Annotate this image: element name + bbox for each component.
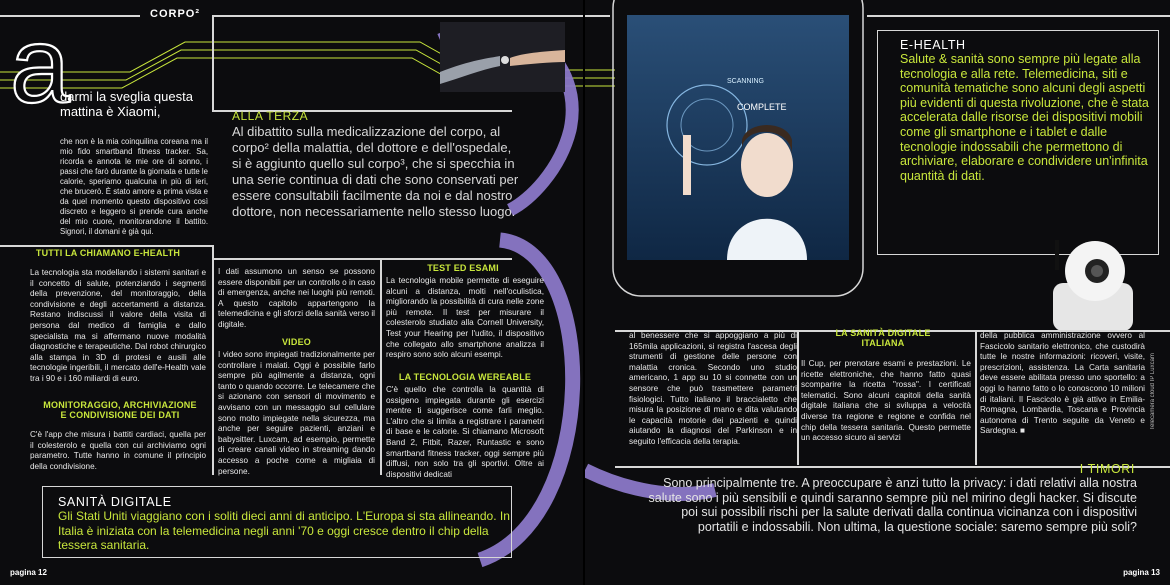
ehealth-title: E-HEALTH: [900, 38, 966, 52]
col2-paragraph-1: I dati assumono un senso se possono essere disponibili per un controllo o in caso di emergenza, anche nei luoghi più remoti. A questo capitolo appartengono la telemedicina e gli sforzi della sanità verso il digitale.: [218, 267, 376, 329]
heading-monitoraggio: MONITORAGGIO, ARCHIVIAZIONE E CONDIVISIONE DEI DATI: [43, 400, 197, 420]
woman-touchscreen-photo: [627, 15, 849, 260]
page-number-right: pagina 13: [1123, 568, 1160, 577]
right-page: [585, 0, 1170, 585]
heading-video: VIDEO: [281, 337, 311, 347]
timori-body: Sono principalmente tre. A preoccupare è anzi tutto la privacy: i dati relativi alla nostra salute sono i più sensibili e quindi saranno sempre più nel mirino degli hacker. Si discute poi sui possibili rischi per la salute derivati dalla continua vicinanza con i dispositivi portatili e indossabili. Non ultima, la questione sociale: saremo sempre più soli?: [648, 476, 1137, 534]
ehealth-content: [900, 38, 1150, 183]
col2-paragraph-2: I video sono impiegati tradizionalmente per controllare i malati. Oggi è possibile farlo sempre più agilmente a distanza, ogni tanto o quando occorre. Le telecamere che si azionano con sensori di movimento e avvisano con un messaggio sul cellulare sono molto impiegate nella sicurezza, ma anche per seguire pazienti, anziani e babysitter. Luxcam, ad esempio, permette di creare canali video in streaming dando accesso a poche come a migliaia di persone.: [218, 350, 375, 476]
callout-alla-terza: [232, 108, 522, 220]
page-number-left: pagina 12: [10, 568, 47, 577]
lead-text: darmi la sveglia questa mattina è Xiaomi,: [60, 89, 193, 119]
robot-hands-photo: [440, 22, 565, 92]
sanita-digitale-title: SANITÀ DIGITALE: [58, 495, 172, 509]
ehealth-body: Salute & sanità sono sempre più legate alla tecnologia e alla rete. Telemedicina, siti e comunità tematiche sono alcuni degli aspetti più evidenti di questa rivoluzione, che è stata accelerata dalle risorse dei dispositivi mobili come gli smartphone e i tablet e dalle tecnologie indossabili che permettono di archiviare, elaborare e condividere un'infinita quantità di dati.: [900, 52, 1149, 183]
right-col1-paragraph: al benessere che si appoggiano a più di 165mila applicazioni, si registra l'ascesa degli strumenti di gestione delle persone con malattia cronica. Secondo uno studio americano, 1 app su 10 si connette con un sensore che può trasmettere parametri fisiologici. Tutto italiano il braccialetto che misura la posizione di mano e dita valutando le capacità motorie dei pazienti e quindi aiutando la diagnosi del Parkinson e in seguito l'efficacia della terapia.: [629, 331, 797, 446]
intro-paragraph: che non è la mia coinquilina coreana ma il mio fido smartband fitness tracker. Sa, ricorda e annota le mie ore di sonno, i passi che farò durante la giornata e tutte le calorie, speriamo qualcuna in più di ieri, che brucerò. È stato amore a prima vista e da quel momento questo dispositivo così discreto e leggero si prende cura anche del mio cuore, monitorandone il battito. Signori, il domani è già qui.: [60, 137, 208, 236]
callout-title: ALLA TERZA: [232, 109, 309, 123]
right-col3-paragraph: della pubblica amministrazione ovvero al Fascicolo sanitario elettronico, che custodirà tutte le nostre informazioni: ricoveri, visite, prescrizioni, assistenza. La Carta sanitaria deve essere abilitata presso uno sportello: a oggi lo hanno fatto o lo conoscono 10 milioni di italiani. Il Fascicolo è già attivo in Emilia-Romagna, Lombardia, Toscana e Provincia autonoma di Trento seguite da Veneto e Sardegna. ■: [980, 331, 1145, 436]
col3-paragraph-1: La tecnologia mobile permette di eseguire alcuni a distanza, molti nell'oculistica, migliorando la possibilità di cura nelle zone più remote. Il test per misurare il colesterolo studiato alla Cornell University, Test your Hearing per l'udito, il dispositivo che collegato allo smartphone analizza il respiro sono solo alcuni esempi.: [386, 276, 544, 360]
svg-text:COMPLETE: COMPLETE: [737, 102, 787, 112]
paragraph-ehealth: La tecnologia sta modellando i sistemi sanitari e il concetto di salute, potenziando i segmenti della prevenzione, del monitoraggio, della condivisione e degli accertamenti a distanza. Restano indiscussi il valore della visita di persona dal medico di famiglia e dallo specialista ma si affermano nuove modalità diagnostiche e terapeutiche. Dal robot chirurgico alla stampa in 3D di protesi e ausili alle tecnologie ingeribili, il mercato dell'e-Health vale tra i 90 e i 160 miliardi di euro.: [30, 268, 206, 383]
paragraph-monitoraggio: C'è l'app che misura i battiti cardiaci, quella per il colesterolo e quella con cui archiviamo ogni parametro. Tutte hanno in comune il principio della condivisione.: [30, 430, 206, 471]
section-tag: CORPO²: [150, 8, 200, 20]
right-col2-paragraph: Il Cup, per prenotare esami e prestazioni. Le ricette elettroniche, che hanno fatto quasi scomparire la ricetta "rossa". I certificati telematici. Sono alcuni capitoli della sanità digitale italiana che si sviluppa a velocità diverse tra regione e regione e confida nel chip della tessera sanitaria. Questo permette un accesso sicuro ai servizi: [801, 359, 971, 443]
heading-sanita-italiana: LA SANITÀ DIGITALE ITALIANA: [835, 328, 931, 348]
sanita-digitale-content: [58, 495, 518, 553]
heading-wereable: LA TECNOLOGIA WEREABLE: [398, 372, 532, 382]
ip-camera-photo: [1045, 235, 1140, 335]
heading-test-esami: TEST ED ESAMI: [427, 263, 499, 273]
svg-text:a: a: [10, 18, 71, 110]
sanita-digitale-body: Gli Stati Uniti viaggiano con i soliti dieci anni di anticipo. L'Europa si sta allineando. In Italia è iniziata con la telemedicina negli anni '70 e oggi cresce dentro il chip della tessera sanitaria.: [58, 509, 510, 552]
svg-text:SCANNING: SCANNING: [727, 78, 764, 85]
heading-ehealth: TUTTI LA CHIAMANO E-HEALTH: [35, 248, 181, 258]
col3-paragraph-2: C'è quello che controlla la quantità di ossigeno impiegata durante gli esercizi mentre ti suggerisce come farli meglio. L'altro che si limita a registrare i parametri di base e le calorie. Si chiamano Microsoft Band 2, Fitbit, Razer, Runtastic e sono smartband fitness tracker, oggi sempre più diffusi, non solo tra gli sportivi. Oltre ai dispositivi dedicati: [386, 385, 544, 479]
callout-body: Al dibattito sulla medicalizzazione del corpo, al corpo² della malattia, del dottore e dell'ospedale, si è aggiunto quello sul corpo³, che si specchia in una serie continua di dati che sono conservati per essere consultabili facilmente da noi e dal nostro dottore, non necessariamente nello stesso luogo.: [232, 124, 519, 219]
heading-timori: I TIMORI: [1079, 462, 1135, 476]
photo-credit: Telecamera cloud IP Luxcam: [1150, 353, 1156, 430]
